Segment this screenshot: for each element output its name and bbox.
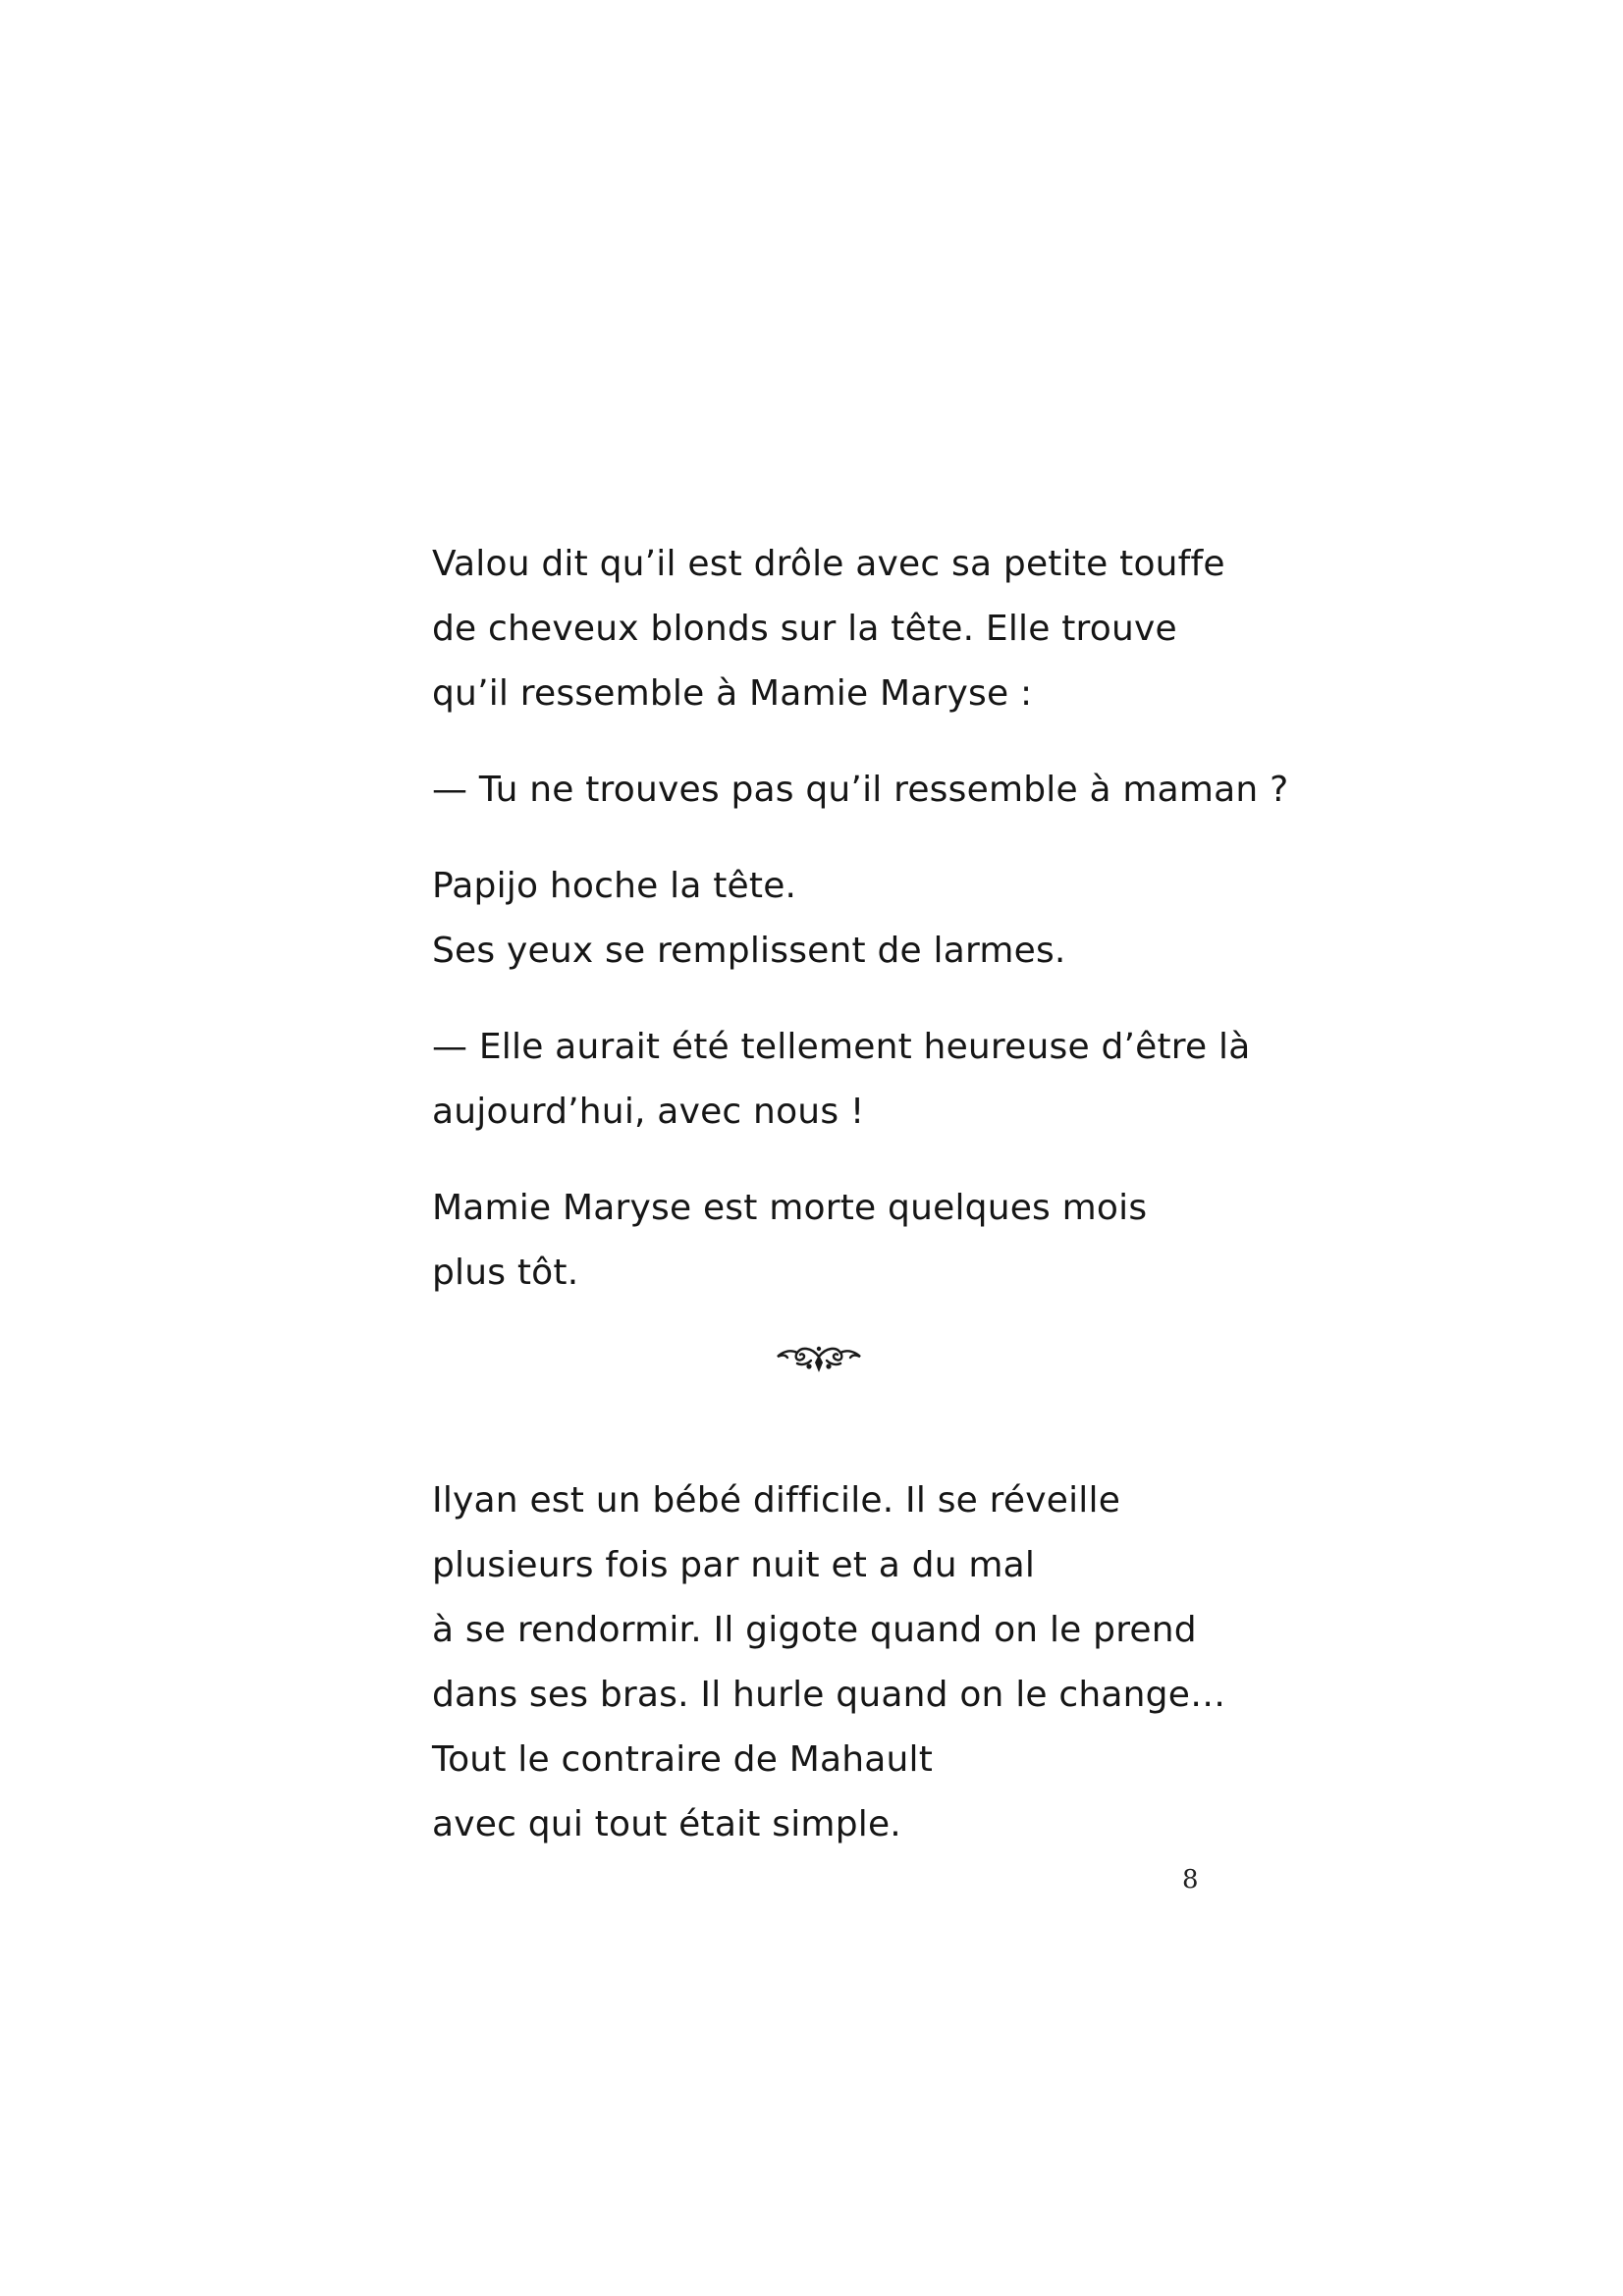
- dialogue-paragraph: [432, 1015, 1251, 1145]
- paragraph: [432, 1468, 1237, 1857]
- text-line: Ses yeux se remplissent de larmes.: [432, 931, 1066, 971]
- page-number: 8: [1182, 1865, 1199, 1895]
- text-line: Ilyan est un bébé difficile. Il se réveille: [432, 1480, 1121, 1521]
- text-line: plusieurs fois par nuit et a du mal: [432, 1545, 1036, 1585]
- text-line: — Elle aurait été tellement heureuse d’être là: [432, 1027, 1251, 1067]
- text-line: Papijo hoche la tête.: [432, 866, 797, 906]
- text-line: dans ses bras. Il hurle quand on le change…: [432, 1675, 1226, 1715]
- body-text: [432, 532, 1289, 1889]
- fleuron-ornament-icon: [772, 1339, 866, 1378]
- section-divider: [432, 1331, 1237, 1449]
- dialogue-paragraph: [432, 758, 1289, 823]
- paragraph: [432, 532, 1237, 726]
- text-line: avec qui tout était simple.: [432, 1804, 901, 1844]
- text-line: Valou dit qu’il est drôle avec sa petite touffe: [432, 544, 1225, 584]
- text-line: aujourd’hui, avec nous !: [432, 1092, 865, 1132]
- text-line: plus tôt.: [432, 1253, 579, 1293]
- text-line: Tout le contraire de Mahault: [432, 1739, 934, 1780]
- text-line: qu’il ressemble à Mamie Maryse :: [432, 673, 1033, 714]
- text-line: Mamie Maryse est morte quelques mois: [432, 1188, 1148, 1228]
- text-line: à se rendormir. Il gigote quand on le prend: [432, 1610, 1197, 1650]
- paragraph: [432, 854, 1237, 984]
- paragraph: [432, 1176, 1237, 1306]
- text-line: de cheveux blonds sur la tête. Elle trouve: [432, 609, 1177, 649]
- text-line: — Tu ne trouves pas qu’il ressemble à maman ?: [432, 770, 1289, 810]
